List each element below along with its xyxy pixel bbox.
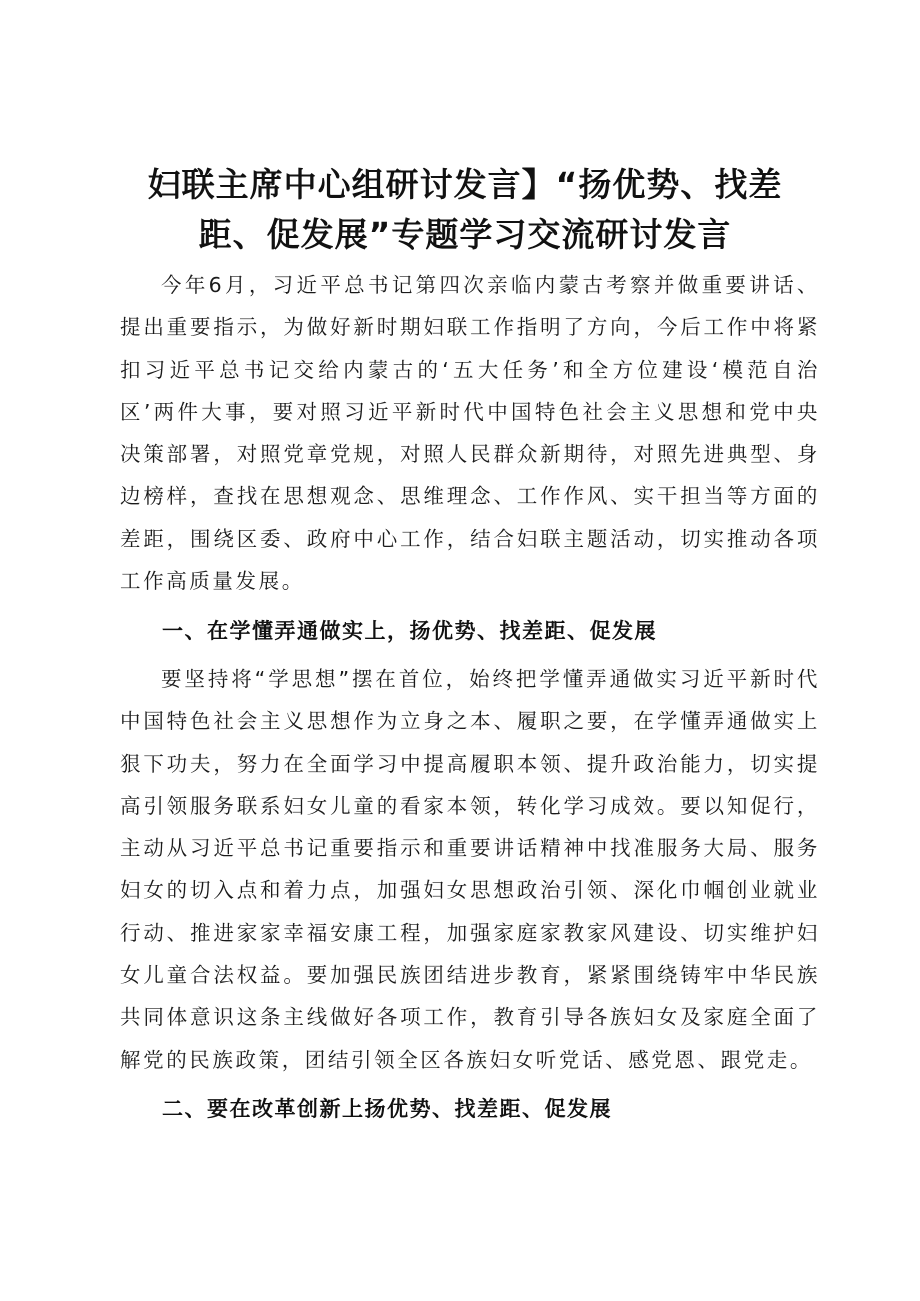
document-title [120,160,810,260]
title-line-2: 距、促发展”专题学习交流研讨发言 [198,215,732,254]
intro-paragraph: 今年6月，习近平总书记第四次亲临内蒙古考察并做重要讲话、提出重要指示，为做好新时期妇联工作指明了方向，今后工作中将紧扣习近平总书记交给内蒙古的‘五大任务’和全方位建设‘模范自治区’两件大事，要对照习近平新时代中国特色社会主义思想和党中央决策部署，对照党章党规，对照人民群众新期待，对照先进典型、身边榜样，查找在思想观念、思维理念、工作作风、实干担当等方面的差距，围绕区委、政府中心工作，结合妇联主题活动，切实推动各项工作高质量发展。 [120,273,820,594]
section-heading-2: 二、要在改革创新上扬优势、找差距、促发展 [162,1097,612,1121]
section-heading-1: 一、在学懂弄通做实上，扬优势、找差距、促发展 [162,619,657,643]
title-line-1: 妇联主席中心组研讨发言】“扬优势、找差 [147,165,783,204]
section-1-paragraph: 要坚持将“学思想”摆在首位，始终把学懂弄通做实习近平新时代中国特色社会主义思想作为立身之本、履职之要，在学懂弄通做实上狠下功夫，努力在全面学习中提高履职本领、提升政治能力，切实提高引领服务联系妇女儿童的看家本领，转化学习成效。要以知促行，主动从习近平总书记重要指示和重要讲话精神中找准服务大局、服务妇女的切入点和着力点，加强妇女思想政治引领、深化巾帼创业就业行动、推进家家幸福安康工程，加强家庭家教家风建设、切实维护妇女儿童合法权益。要加强民族团结进步教育，紧紧围绕铸牢中华民族共同体意识这条主线做好各项工作，教育引导各族妇女及家庭全面了解党的民族政策，团结引领全区各族妇女听党话、感党恩、跟党走。 [120,667,820,1072]
